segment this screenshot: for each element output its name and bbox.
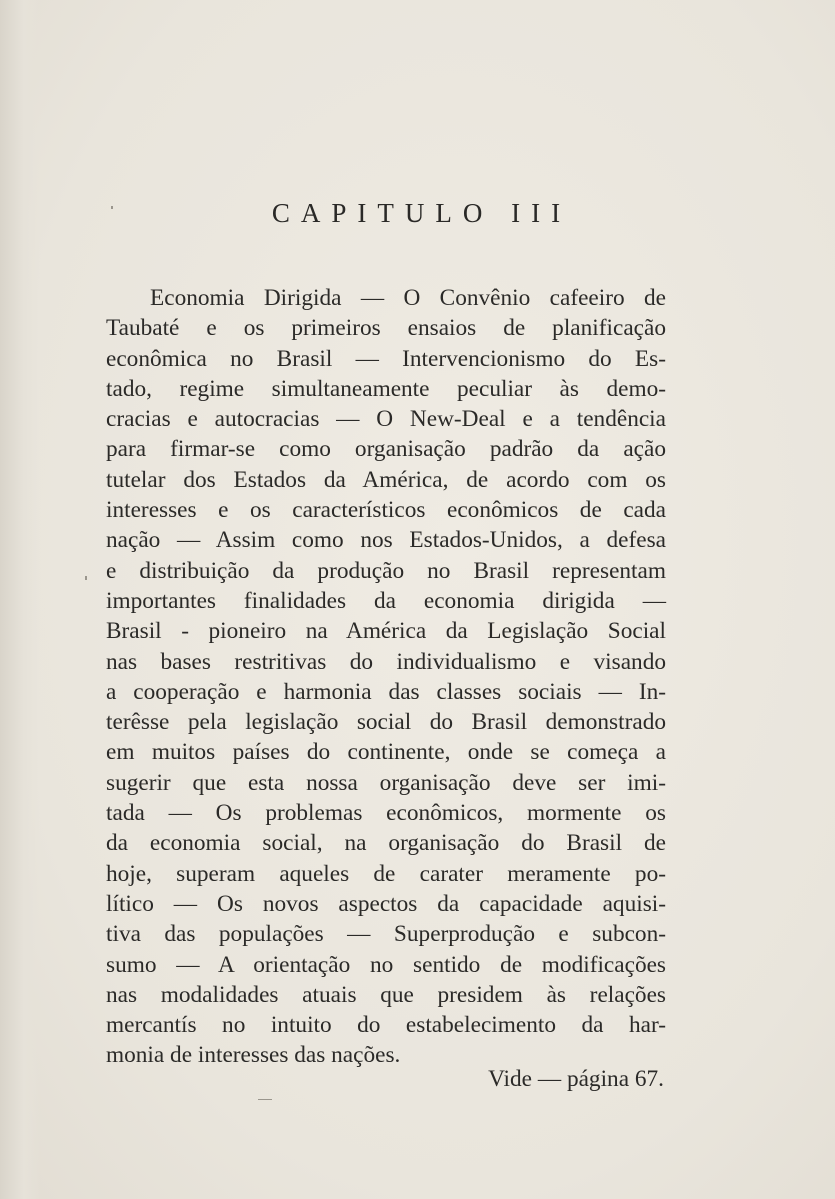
summary-line: sumo — A orientação no sentido de modificações — [106, 951, 666, 978]
summary-line: monia de interesses das nações. — [106, 1042, 401, 1069]
summary-line: lítico — Os novos aspectos da capacidade aquisi- — [106, 890, 666, 917]
summary-line: interesses e os característicos econômicos de cada — [106, 497, 666, 524]
summary-line: nação — Assim como nos Estados-Unidos, a defesa — [106, 527, 666, 554]
summary-line: nas bases restritivas do individualismo e visando — [106, 648, 666, 675]
summary-line: tiva das populações — Superprodução e subcon- — [106, 921, 666, 948]
summary-line: para firmar-se como organisação padrão da ação — [106, 436, 666, 463]
summary-line: e distribuição da produção no Brasil representam — [106, 557, 666, 584]
summary-line: Taubaté e os primeiros ensaios de planificação — [106, 315, 666, 342]
summary-line: Economia Dirigida — O Convênio cafeeiro de — [150, 285, 666, 311]
summary-line: tado, regime simultaneamente peculiar às demo- — [106, 375, 666, 402]
summary-line: cracias e autocracias — O New-Deal e a tendência — [106, 406, 666, 433]
page-reference: Vide — página 67. — [488, 1066, 664, 1092]
summary-line: a cooperação e harmonia das classes sociais — In- — [106, 678, 666, 705]
summary-line: hoje, superam aqueles de carater meramente po- — [106, 860, 666, 887]
chapter-summary — [106, 283, 666, 1071]
summary-line: terêsse pela legislação social do Brasil demonstrado — [106, 709, 666, 736]
summary-line: tada — Os problemas econômicos, mormente os — [106, 800, 666, 827]
summary-line: nas modalidades atuais que presidem às relações — [106, 981, 666, 1008]
summary-line: econômica no Brasil — Intervencionismo do Es- — [106, 345, 666, 372]
summary-line: em muitos países do continente, onde se começa a — [106, 739, 666, 766]
page-gutter-shadow — [0, 0, 40, 1199]
stray-mark-left — [85, 576, 87, 580]
chapter-title: CAPITULO III — [271, 198, 572, 228]
summary-line: da economia social, na organisação do Brasil de — [106, 830, 666, 857]
summary-line: importantes finalidades da economia dirigida — — [106, 587, 666, 614]
stray-mark-bottom — [258, 1099, 272, 1100]
summary-line: Brasil - pioneiro na América da Legislação Social — [106, 618, 666, 645]
summary-line: mercantís no intuito do estabelecimento da har- — [106, 1012, 666, 1039]
summary-line: tutelar dos Estados da América, de acordo com os — [106, 466, 666, 493]
summary-line: sugerir que esta nossa organisação deve ser imi- — [106, 769, 666, 796]
